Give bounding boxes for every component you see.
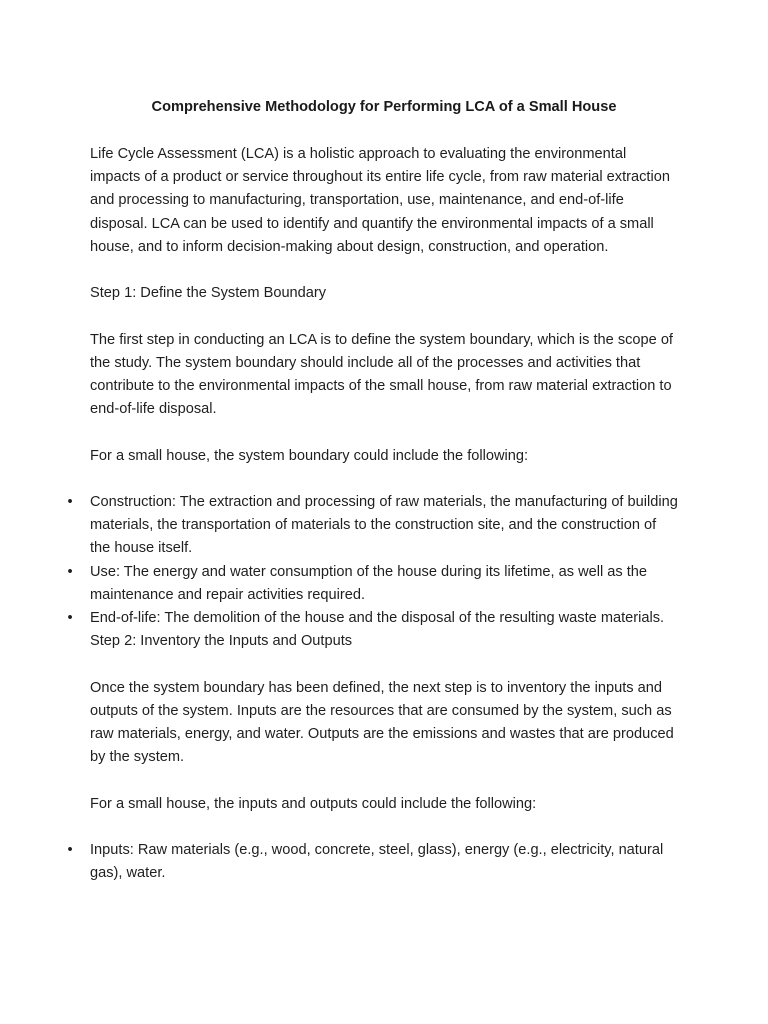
step2-list-intro: For a small house, the inputs and outputs could include the following: [90, 795, 537, 812]
list-item [67, 607, 680, 630]
step2-paragraph: Once the system boundary has been defined, the next step is to inventory the inputs and outputs of the system. Inputs are the resources that are consumed by the system, such as raw materials, energy, and water. Outputs are the emissions and wastes that are produced by the system. [90, 679, 674, 766]
list-item-text: Inputs: Raw materials (e.g., wood, concrete, steel, glass), energy (e.g., electricity, natural gas), water. [90, 841, 664, 882]
inputs-outputs-list [67, 839, 680, 885]
list-item-text: End-of-life: The demolition of the house and the disposal of the resulting waste materials. [90, 610, 665, 626]
step1-list-intro: For a small house, the system boundary could include the following: [90, 447, 529, 464]
document-title: Comprehensive Methodology for Performing LCA of a Small House [151, 99, 617, 115]
system-boundary-list [67, 491, 680, 630]
step2-heading: Step 2: Inventory the Inputs and Outputs [90, 633, 353, 650]
bullet-icon: • [67, 610, 73, 626]
document-body [67, 143, 680, 885]
bullet-icon: • [67, 563, 73, 580]
bullet-icon: • [67, 841, 73, 858]
bullet-icon: • [67, 493, 73, 510]
list-item-text: Use: The energy and water consumption of the house during its lifetime, as well as the maintenance and repair activities required. [90, 563, 648, 603]
list-item-text: Construction: The extraction and processing of raw materials, the manufacturing of building materials, the transportation of materials to the construction site, and the construction of the house itself. [90, 493, 678, 557]
step1-heading: Step 1: Define the System Boundary [90, 285, 327, 302]
list-item [67, 491, 680, 561]
step1-paragraph: The first step in conducting an LCA is to define the system boundary, which is the scope of the study. The system boundary should include all of the processes and activities that contribute to the environmental impacts of the small house, from raw material extraction to end-of-life disposal. [90, 331, 673, 418]
intro-paragraph: Life Cycle Assessment (LCA) is a holistic approach to evaluating the environmental impacts of a product or service throughout its entire life cycle, from raw material extraction and processing to manufacturing, transportation, use, maintenance, and end-of-life disposal. LCA can be used to identify and quantify the environmental impacts of a small house, and to inform decision-making about design, construction, and operation. [90, 146, 670, 255]
list-item [67, 561, 680, 607]
list-item [67, 839, 680, 885]
